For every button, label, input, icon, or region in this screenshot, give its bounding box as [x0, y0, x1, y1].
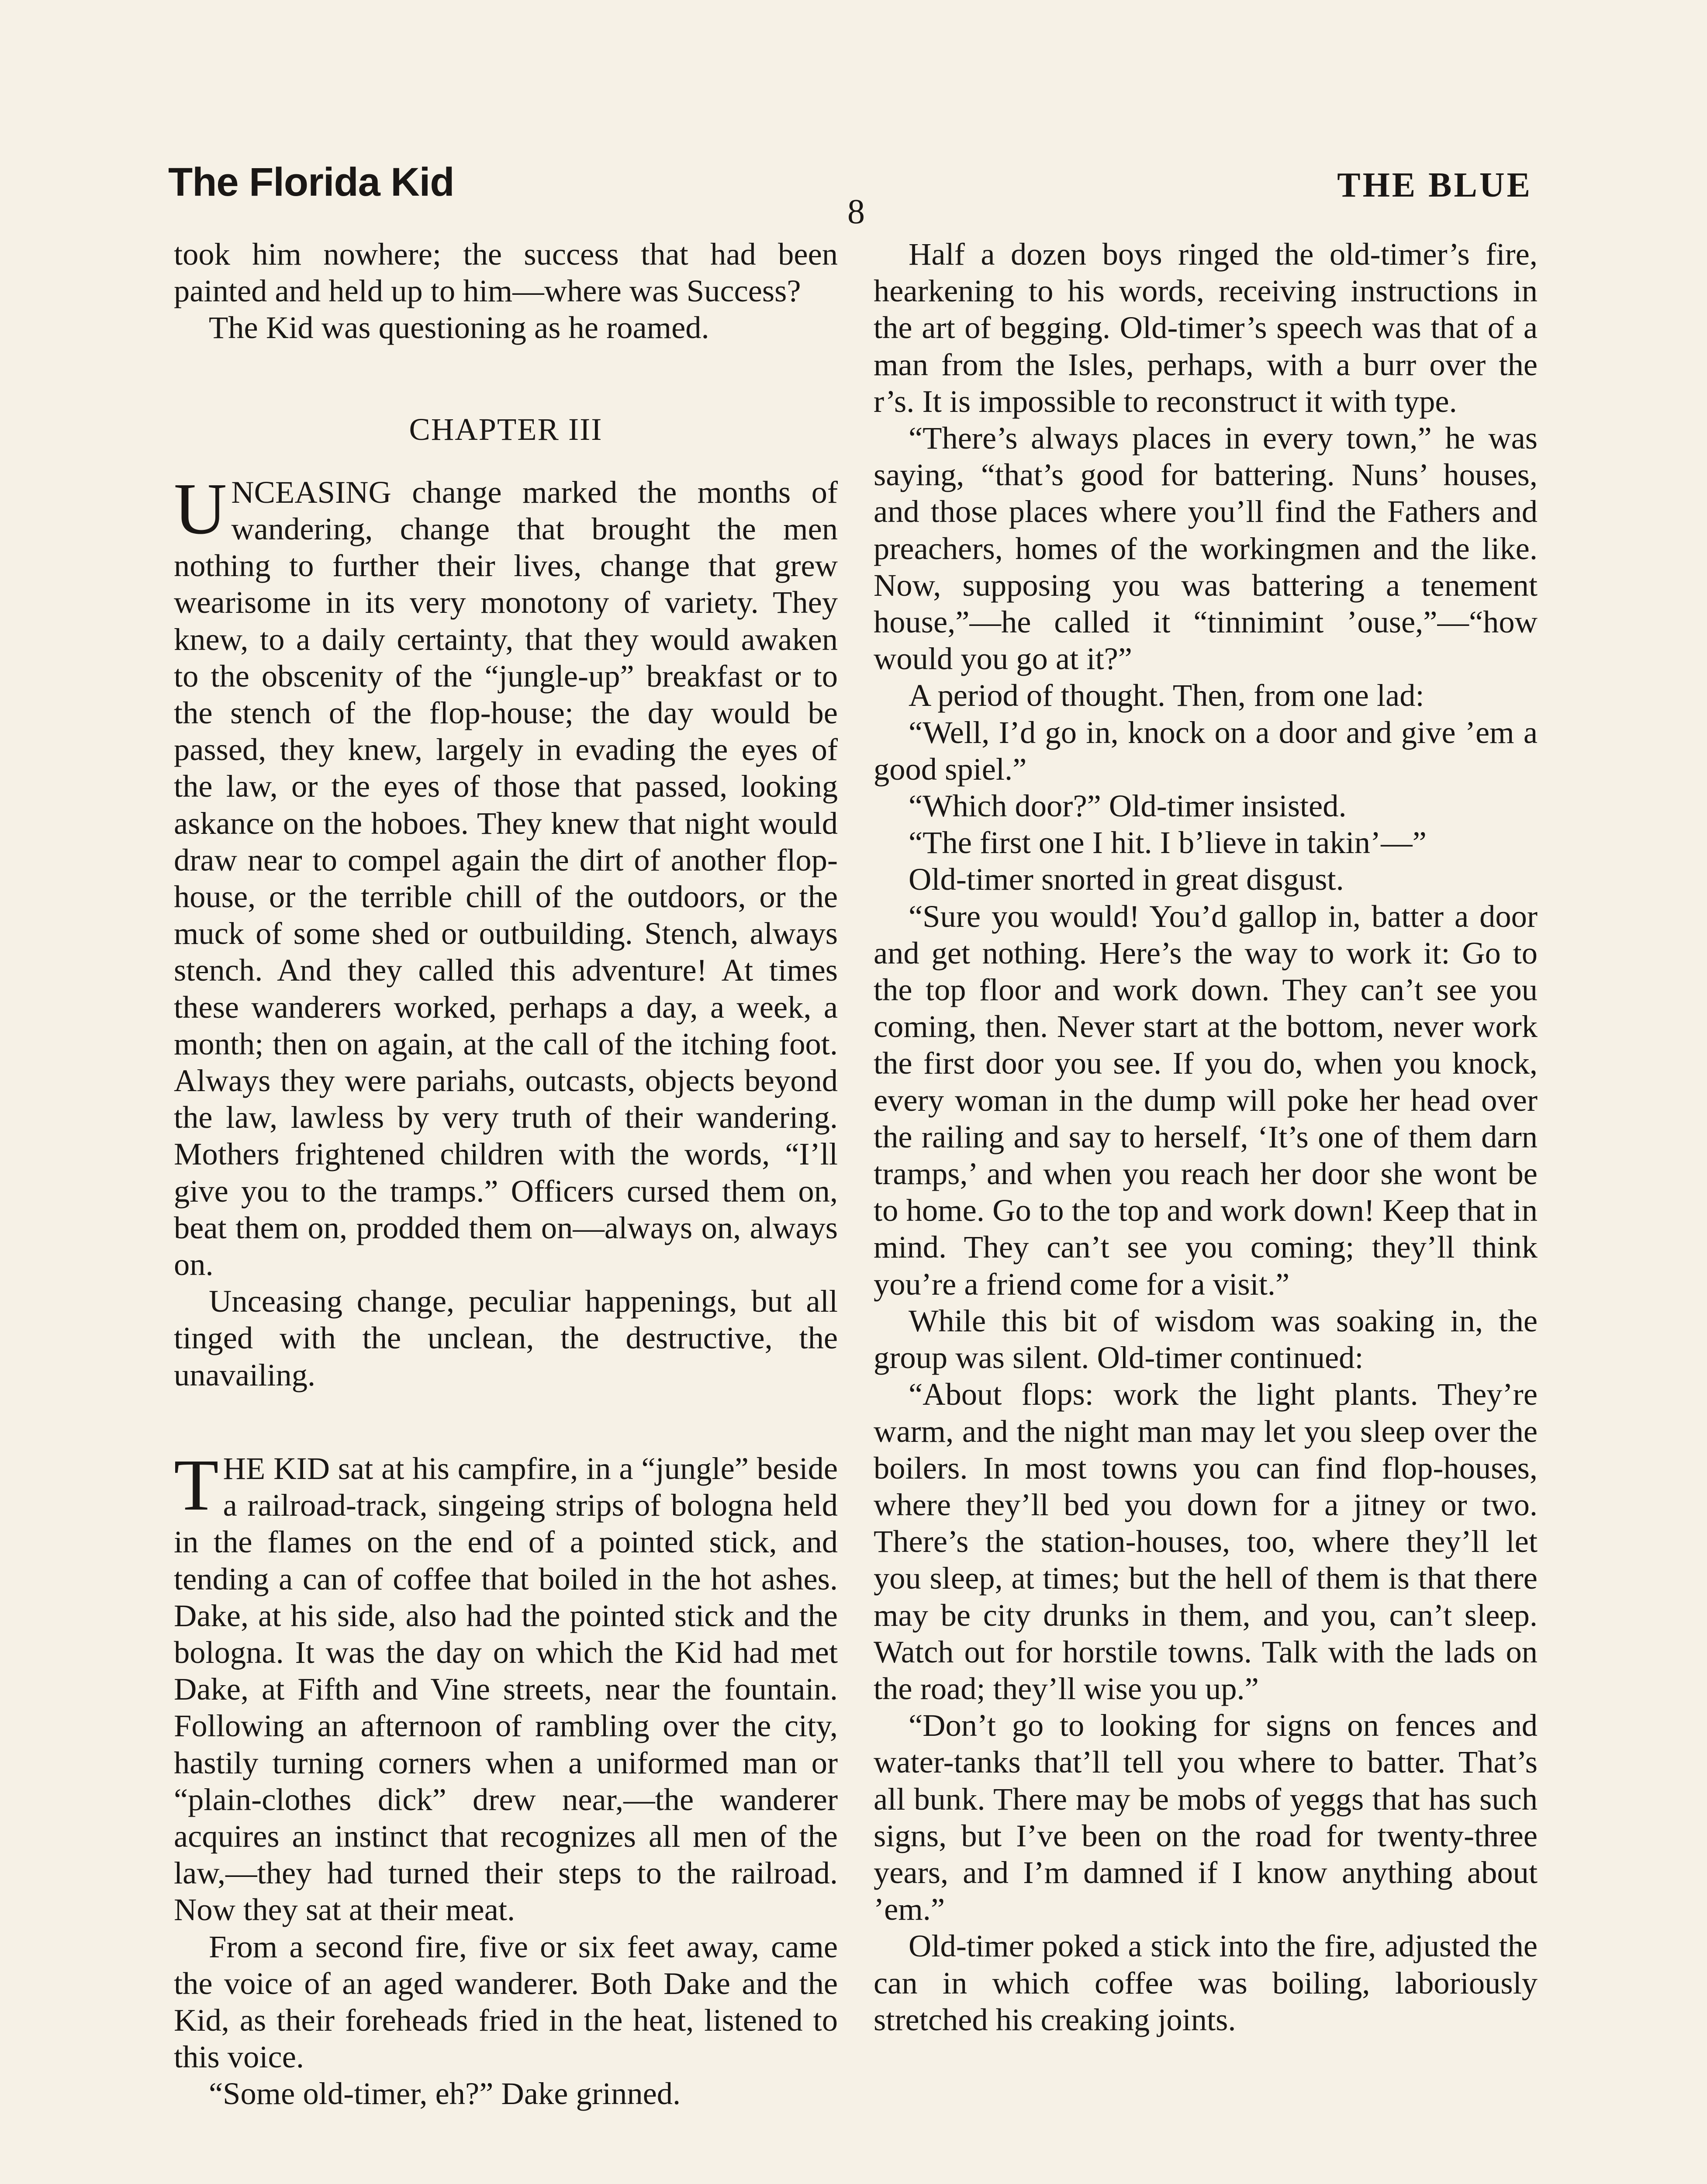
paragraph-text: HE KID sat at his campfire, in a “jungle” beside a railroad-track, singeing strips of bologna held in the flames on the end of a pointed stick, and tending a can of coffee that boiled in the hot ashes. Dake, at his side, also had the pointed stick and the bologna. It was the day on which the Kid had met Dake, at Fifth and Vine streets, near the fountain. Following an afternoon of rambling over the city, hastily turning corners when a uniformed man or “plain-clothes dick” drew near,—the wanderer acquires an instinct that recognizes all men of the law,—they had turned their steps to the railroad. Now they sat at their meat.: [174, 1450, 838, 1928]
paragraph: While this bit of wisdom was soaking in, the group was silent. Old-timer continued:: [874, 1303, 1538, 1375]
paragraph: Old-timer snorted in great disgust.: [909, 861, 1344, 897]
paragraph-text: NCEASING change marked the months of wandering, change that brought the men nothing to further their lives, change that grew wearisome in its very monotony of variety. They knew, to a daily certainty, that they would awaken to the obscenity of the “jungle-up” breakfast or to the stench of the flop-house; the day would be passed, they knew, largely in evading the eyes of the law, or the eyes of those that passed, looking askance on the hoboes. They knew that night would draw near to compel again the dirt of another flop-house, or the terrible chill of the outdoors, or the muck of some shed or outbuilding. Stench, always stench. And they called this adventure! At times these wanderers worked, perhaps a day, a week, a month; then on again, at the call of the itching foot. Always they were pariahs, outcasts, objects beyond the law, lawless by very truth of their wandering. Mothers frightened children with the words, “I’ll give you to the tramps.” Officers cursed them on, beat them on, prodded them on—always on, always on.: [174, 474, 838, 1282]
magazine-title: THE BLUE: [1337, 166, 1532, 204]
chapter-heading: CHAPTER III: [409, 411, 603, 447]
paragraph: [174, 1444, 838, 1928]
paragraph: Half a dozen boys ringed the old-timer’s fire, hearkening to his words, receiving instructions in the art of begging. Old-timer’s speech was that of a man from the Isles, perhaps, with a burr over the r’s. It is impossible to reconstruct it with type.: [874, 236, 1538, 419]
left-column: [174, 236, 838, 2112]
paragraph: “About flops: work the light plants. They’re warm, and the night man may let you sleep over the boilers. In most towns you can find flop-houses, where they’ll bed you down for a jitney or two. There’s the station-houses, too, where they’ll let you sleep, at times; but the hell of them is that there may be city drunks in them, and you, can’t sleep. Watch out for horstile towns. Talk with the lads on the road; they’ll wise you up.”: [874, 1376, 1538, 1706]
page-number: 8: [847, 193, 865, 231]
paragraph: “Which door?” Old-timer insisted.: [909, 788, 1347, 824]
paragraph: “Sure you would! You’d gallop in, batter a door and get nothing. Here’s the way to work it: Go to the top floor and work down. They can’t see you coming, then. Never start at the bottom, never work the first door you see. If you do, when you knock, every woman in the dump will poke her head over the railing and say to herself, ‘It’s one of them darn tramps,’ and when you reach her door she wont be to home. Go to the top and work down! Keep that in mind. They can’t see you coming; they’ll think you’re a friend come for a visit.”: [874, 898, 1538, 1302]
running-title: The Florida Kid: [168, 160, 454, 204]
paragraph: A period of thought. Then, from one lad:: [909, 677, 1424, 713]
drop-cap: T: [174, 1444, 219, 1526]
paragraph: “The first one I hit. I b’lieve in takin’—”: [909, 825, 1427, 860]
paragraph: “There’s always places in every town,” he was saying, “that’s good for battering. Nuns’ houses, and those places where you’ll find the Fathers and preachers, homes of the workingmen and the like. Now, supposing you was battering a tenement house,”—he called it “tinnimint ’ouse,”—“how would you go at it?”: [874, 420, 1538, 677]
paragraph: “Some old-timer, eh?” Dake grinned.: [209, 2076, 681, 2111]
paragraph: Unceasing change, peculiar happenings, but all tinged with the unclean, the destructive, the unavailing.: [174, 1283, 838, 1393]
paragraph: The Kid was questioning as he roamed.: [209, 310, 709, 346]
paragraph: took him nowhere; the success that had been painted and held up to him—where was Success?: [174, 236, 838, 309]
paragraph: “Don’t go to looking for signs on fences and water-tanks that’ll tell you where to batter. That’s all bunk. There may be mobs of yeggs that has such signs, but I’ve been on the road for twenty-three years, and I’m damned if I know anything about ’em.”: [874, 1707, 1538, 1927]
drop-cap: U: [174, 468, 227, 549]
right-column: [874, 236, 1538, 2038]
paragraph: [174, 468, 838, 1283]
paragraph: “Well, I’d go in, knock on a door and give ’em a good spiel.”: [874, 714, 1538, 787]
paragraph: From a second fire, five or six feet away, came the voice of an aged wanderer. Both Dake and the Kid, as their foreheads fried in the heat, listened to this voice.: [174, 1928, 838, 2075]
paragraph: Old-timer poked a stick into the fire, adjusted the can in which coffee was boiling, laboriously stretched his creaking joints.: [874, 1928, 1538, 2037]
